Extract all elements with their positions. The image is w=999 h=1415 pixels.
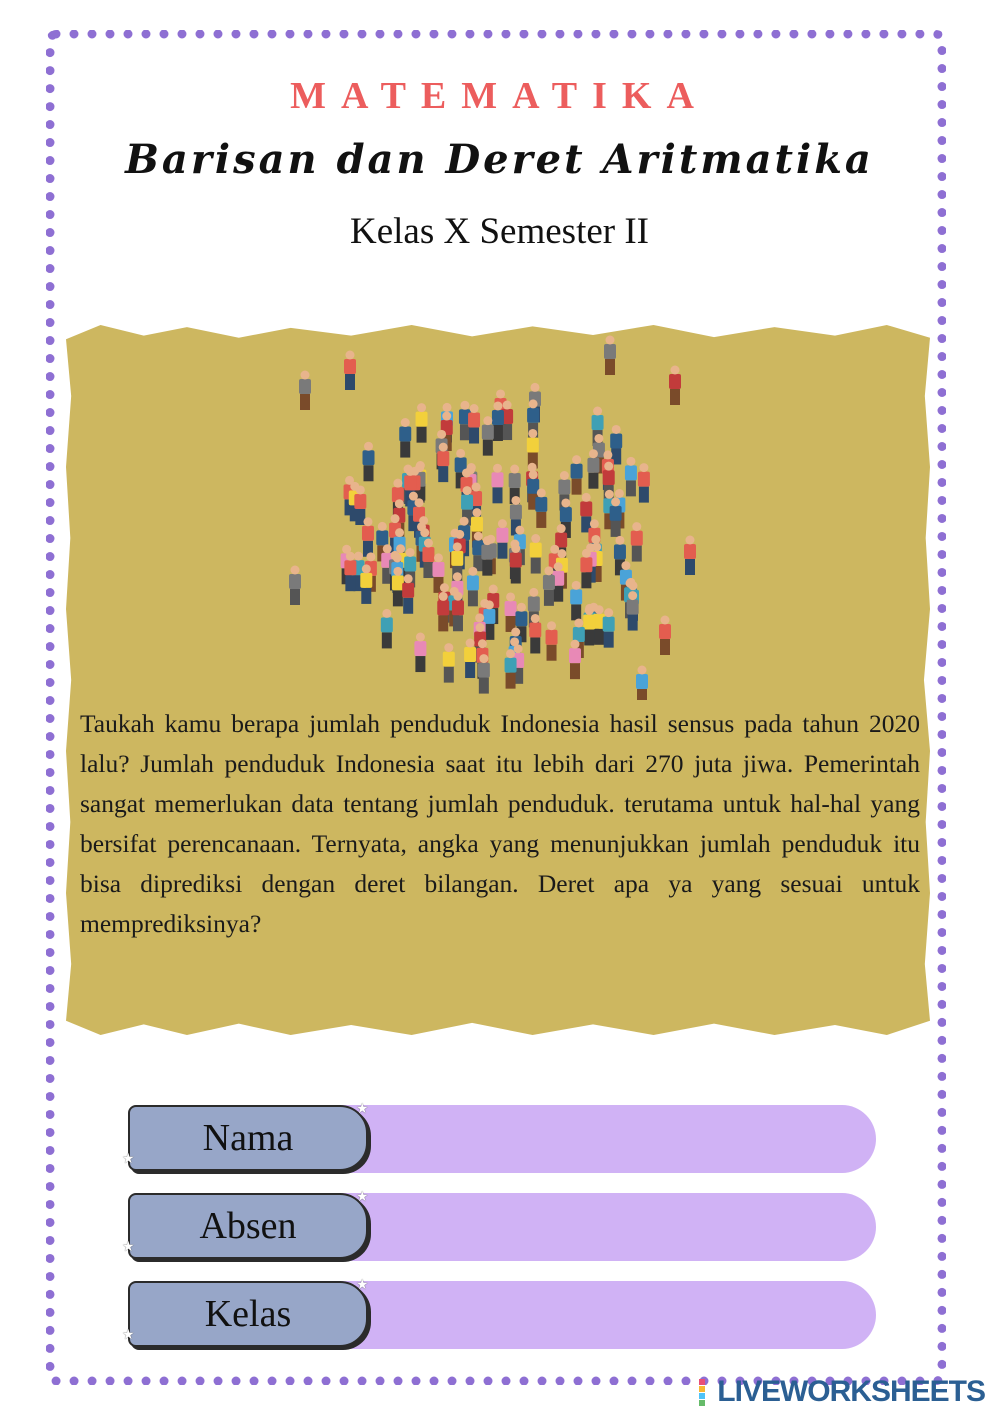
person-figure: [482, 416, 494, 456]
person-figure: [505, 592, 517, 632]
star-icon: ★: [356, 1277, 369, 1293]
person-figure: [505, 649, 517, 689]
person-figure: [510, 544, 522, 584]
person-figure: [627, 591, 639, 631]
name-input[interactable]: [328, 1105, 876, 1173]
person-figure: [527, 429, 539, 469]
kelas-label: Kelas: [128, 1281, 368, 1347]
person-figure: [610, 497, 622, 537]
person-figure: [452, 592, 464, 632]
crowd-illustration: [280, 330, 720, 700]
subject-heading: MATEMATIKA: [290, 75, 709, 117]
person-figure: [604, 336, 616, 376]
star-icon: ★: [122, 1327, 135, 1343]
name-field: [122, 1101, 876, 1175]
person-figure: [669, 366, 681, 406]
person-figure: [344, 552, 356, 592]
person-figure: [402, 574, 414, 614]
person-figure: [467, 567, 479, 606]
kelas-input[interactable]: [328, 1281, 876, 1349]
brand-text: LIVEWORKSHEETS: [717, 1375, 985, 1408]
live-icon: [699, 1379, 713, 1407]
person-figure: [360, 564, 372, 604]
person-figure: [437, 443, 449, 483]
person-figure: [638, 463, 650, 503]
person-figure: [610, 425, 622, 465]
person-figure: [625, 457, 637, 497]
class-info: Kelas X Semester II: [350, 211, 649, 252]
person-figure: [684, 536, 696, 576]
page-title: Barisan dan Deret Aritmatika: [125, 136, 874, 183]
person-figure: [416, 403, 428, 443]
person-figure: [443, 643, 455, 683]
person-figure: [587, 449, 599, 489]
person-figure: [392, 567, 404, 607]
person-figure: [636, 666, 648, 701]
person-figure: [569, 640, 581, 680]
person-figure: [491, 464, 503, 504]
kelas-field: [122, 1277, 876, 1351]
person-figure: [603, 608, 615, 648]
absen-input[interactable]: [328, 1193, 876, 1261]
star-icon: ★: [356, 1189, 369, 1205]
intro-paragraph: Taukah kamu berapa jumlah penduduk Indonesia hasil sensus pada tahun 2020 lalu? Jumlah penduduk Indonesia saat itu lebih dari 270 juta jiwa. Pemerintah sangat memerlukan data tentang jumlah penduduk. terutama untuk hal-hal yang bersifat perencanaan. Ternyata, angka yang menunjukkan jumlah penduduk itu bisa diprediksi dengan deret bilangan. Deret apa ya yang sesuai untuk memprediksinya?: [80, 709, 920, 938]
person-figure: [362, 517, 374, 557]
person-figure: [570, 581, 582, 621]
person-figure: [344, 351, 356, 391]
person-figure: [496, 519, 508, 559]
star-icon: ★: [122, 1239, 135, 1255]
person-figure: [468, 404, 480, 444]
person-figure: [464, 639, 476, 679]
person-figure: [543, 566, 555, 606]
person-figure: [571, 455, 583, 495]
name-label: Nama: [128, 1105, 368, 1171]
person-figure: [535, 488, 547, 528]
absen-label: Absen: [128, 1193, 368, 1259]
person-figure: [481, 536, 493, 576]
star-icon: ★: [356, 1101, 369, 1117]
person-figure: [529, 614, 541, 654]
person-figure: [399, 418, 411, 458]
person-figure: [478, 654, 490, 694]
liveworksheets-logo: [699, 1375, 985, 1409]
person-figure: [289, 566, 301, 606]
person-figure: [437, 592, 449, 632]
person-figure: [580, 493, 592, 533]
person-figure: [546, 621, 558, 661]
person-figure: [414, 633, 426, 673]
star-icon: ★: [122, 1151, 135, 1167]
person-figure: [659, 616, 671, 656]
absen-field: [122, 1189, 876, 1263]
person-figure: [381, 609, 393, 649]
person-figure: [530, 534, 542, 574]
person-figure: [580, 549, 592, 589]
person-figure: [299, 371, 311, 411]
person-figure: [631, 522, 643, 562]
person-figure: [583, 606, 595, 646]
person-figure: [363, 442, 375, 482]
